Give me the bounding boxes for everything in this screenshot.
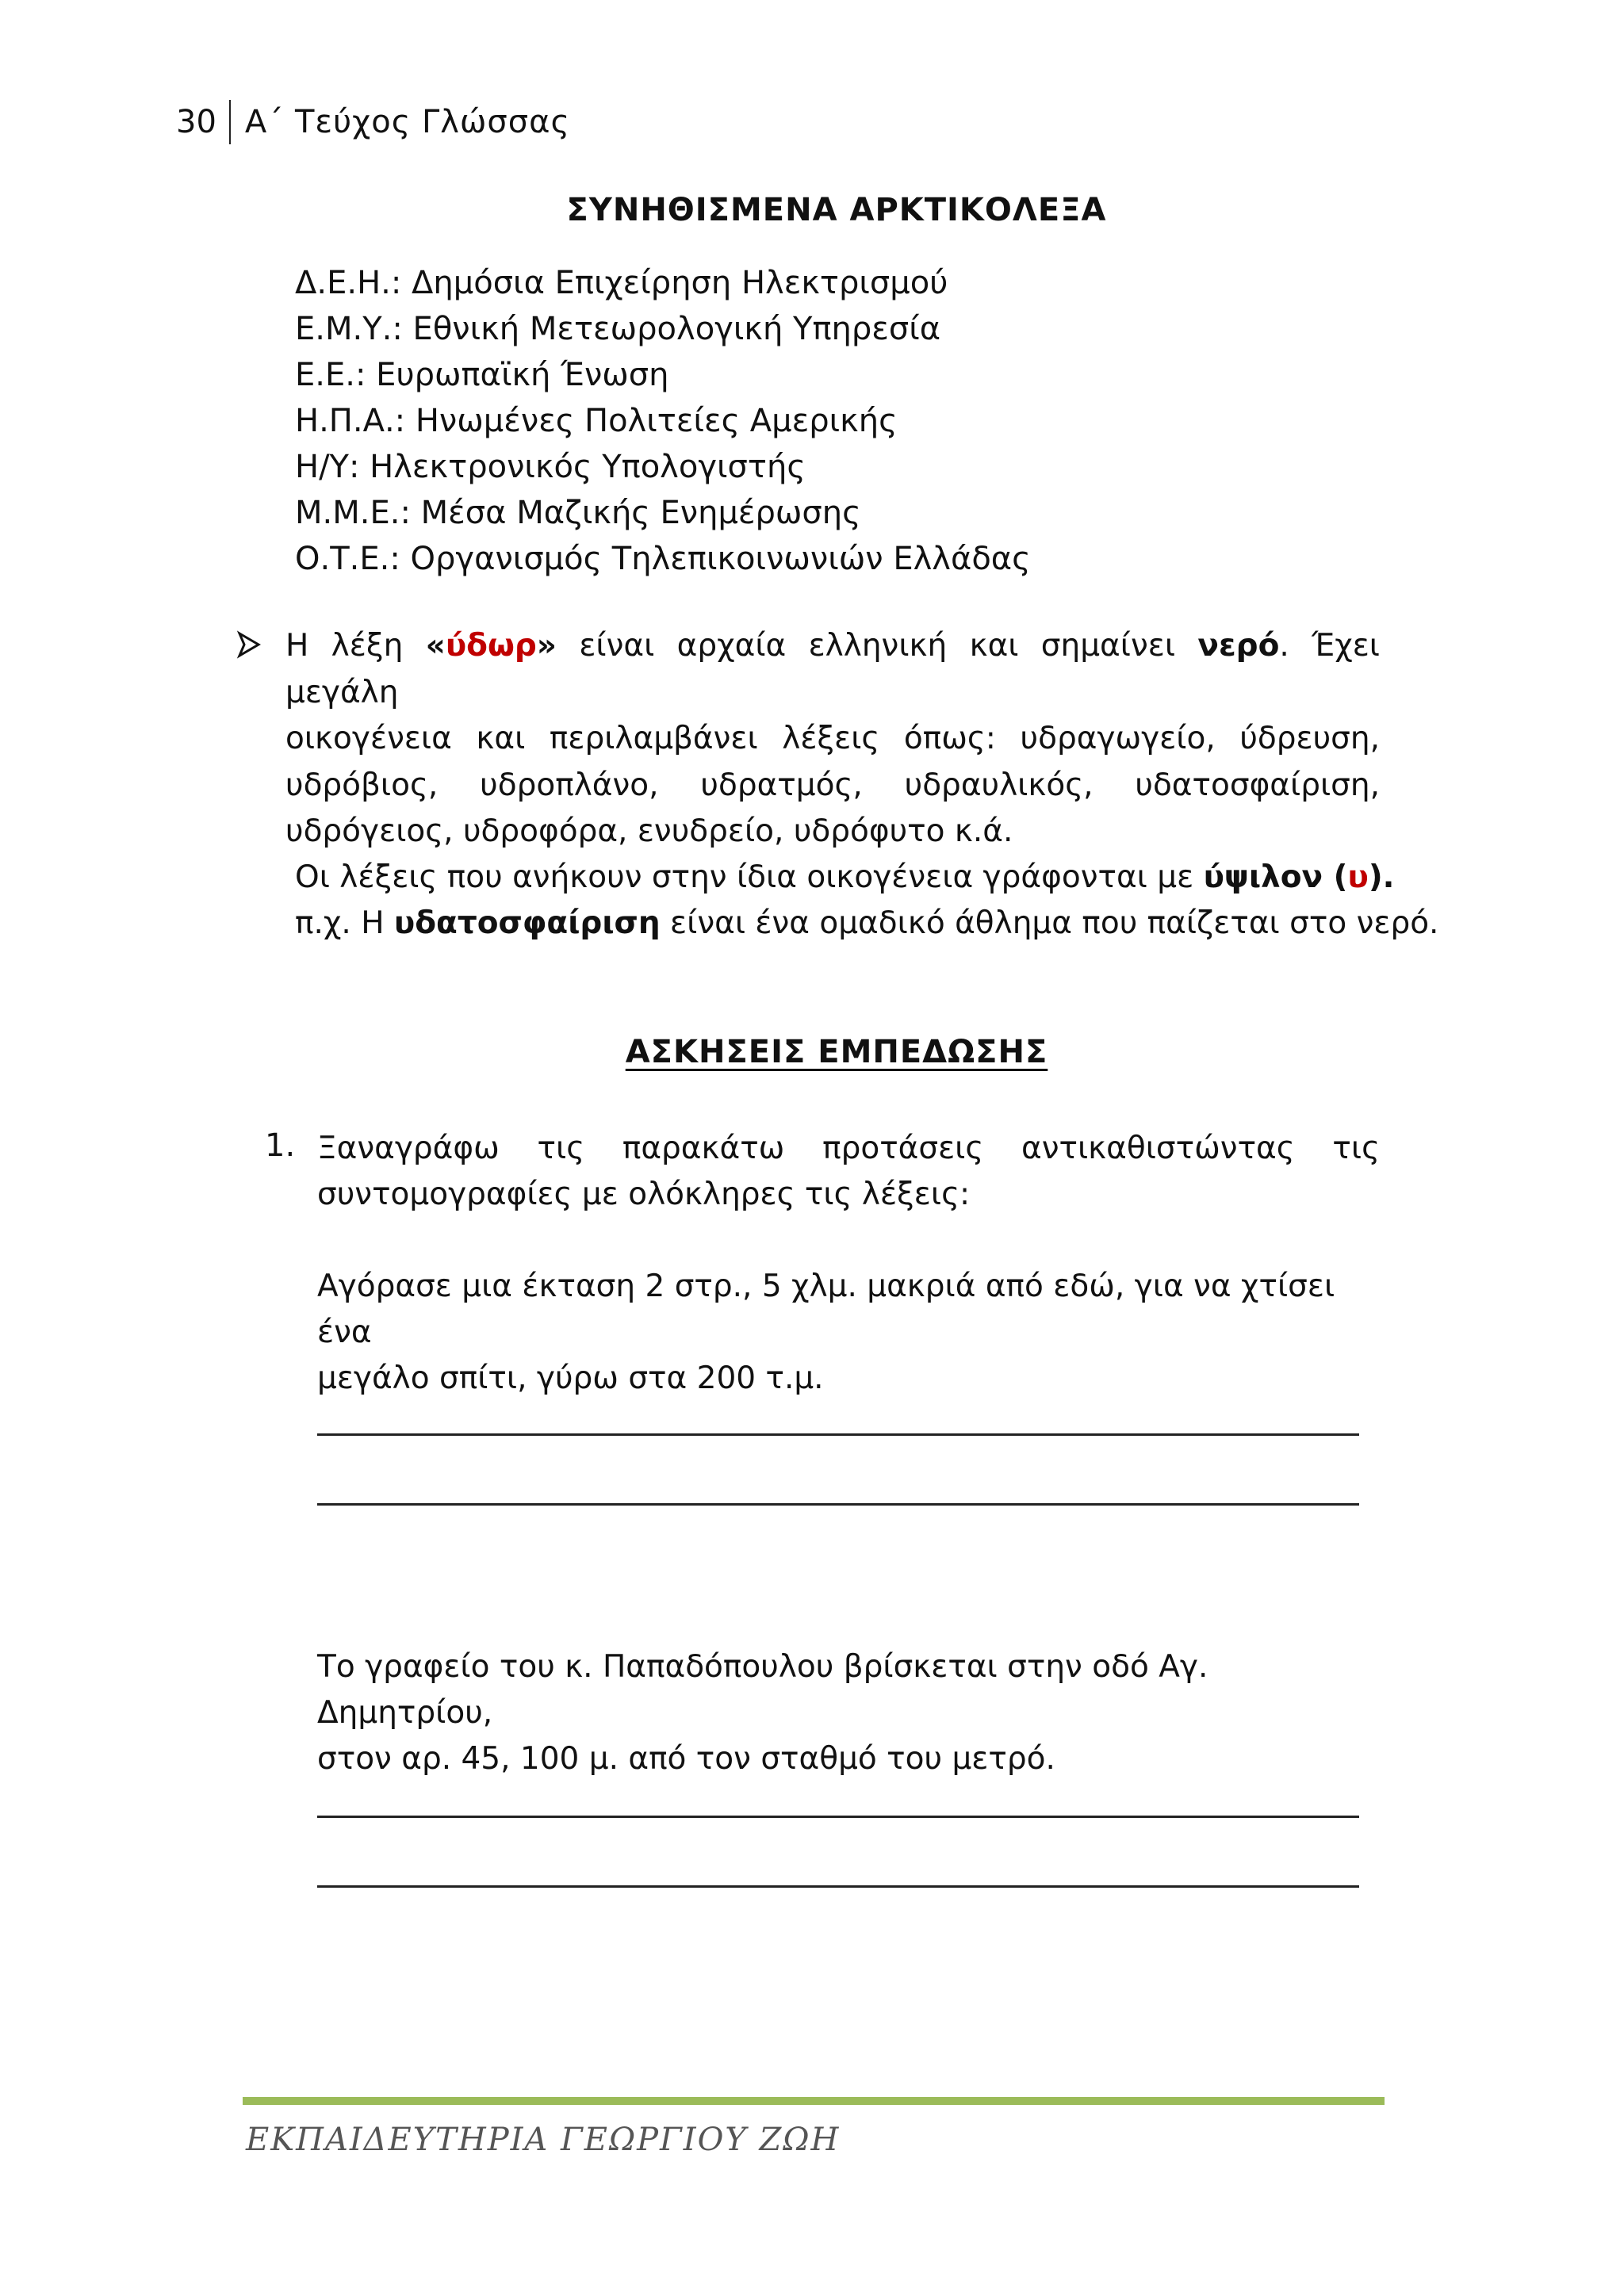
exercise-number: 1.	[265, 1127, 296, 1164]
answer-line	[317, 1503, 1359, 1506]
udor-paragraph	[285, 623, 1380, 855]
spelling-example: π.χ. Η υδατοσφαίριση είναι ένα ομαδικό άθλημα που παίζεται στο νερό.	[295, 905, 1439, 941]
exercises-heading: ΑΣΚΗΣΕΙΣ ΕΜΠΕΔΩΣΗΣ	[625, 1034, 1048, 1070]
footer-text: ΕΚΠΑΙΔΕΥΤΗΡΙΑ ΓΕΩΡΓΙΟΥ ΖΩΗ	[246, 2122, 841, 2158]
abbreviation-item: Ε.Ε.: Ευρωπαϊκή Ένωση	[295, 357, 669, 393]
header-divider	[229, 100, 231, 144]
abbreviation-item: Η/Υ: Ηλεκτρονικός Υπολογιστής	[295, 449, 806, 485]
udor-paragraph-first-line: Η λέξη «ύδωρ» είναι αρχαία ελληνική και σημαίνει νερό. Έχει μεγάλη	[285, 628, 1381, 710]
abbreviation-item: Δ.Ε.Η.: Δημόσια Επιχείρηση Ηλεκτρισμού	[295, 265, 948, 301]
footer-rule	[243, 2097, 1385, 2105]
header-title: Α΄ Τεύχος Γλώσσας	[244, 104, 570, 140]
page-header	[176, 101, 570, 143]
arrow-bullet-icon	[235, 630, 263, 659]
abbreviation-item: Μ.Μ.Ε.: Μέσα Μαζικής Ενημέρωσης	[295, 495, 861, 531]
udor-paragraph-rest: οικογένεια και περιλαμβάνει λέξεις όπως: υδραγωγείο, ύδρευση, υδρόβιος, υδροπλάνο, υδρατμός, υδραυλικός, υδατοσφαίριση, υδρόγειος, υδροφόρα, ενυδρείο, υδρόφυτο κ.ά.	[285, 721, 1380, 849]
spelling-note: Οι λέξεις που ανήκουν στην ίδια οικογένεια γράφονται με ύψιλον (υ).	[295, 859, 1395, 895]
ypsilon-letter: υ	[1347, 859, 1369, 895]
abbreviation-item: Ε.Μ.Υ.: Εθνική Μετεωρολογική Υπηρεσία	[295, 311, 941, 347]
page-number: 30	[176, 104, 216, 140]
exercise-sentence-2: Το γραφείο του κ. Παπαδόπουλου βρίσκεται στην οδό Αγ. Δημητρίου, στον αρ. 45, 100 μ. από τον σταθμό του μετρό.	[317, 1649, 1208, 1777]
answer-line	[317, 1433, 1359, 1436]
answer-line	[317, 1816, 1359, 1818]
abbreviation-item: Ο.Τ.Ε.: Οργανισμός Τηλεπικοινωνιών Ελλάδας	[295, 541, 1031, 577]
answer-line	[317, 1885, 1359, 1888]
abbreviations-heading: ΣΥΝΗΘΙΣΜΕΝΑ ΑΡΚΤΙΚΟΛΕΞΑ	[566, 192, 1107, 228]
abbreviations-list	[295, 260, 1031, 582]
abbreviation-item: Η.Π.Α.: Ηνωμένες Πολιτείες Αμερικής	[295, 403, 898, 439]
exercise-instruction: Ξαναγράφω τις παρακάτω προτάσεις αντικαθιστώντας τις συντομογραφίες με ολόκληρες τις λέξεις:	[317, 1131, 1380, 1212]
exercise-sentence-1: Αγόρασε μια έκταση 2 στρ., 5 χλμ. μακριά από εδώ, για να χτίσει ένα μεγάλο σπίτι, γύρω στα 200 τ.μ.	[317, 1269, 1335, 1396]
udor-word: ύδωρ	[445, 628, 537, 664]
nero-word: νερό	[1197, 628, 1280, 664]
